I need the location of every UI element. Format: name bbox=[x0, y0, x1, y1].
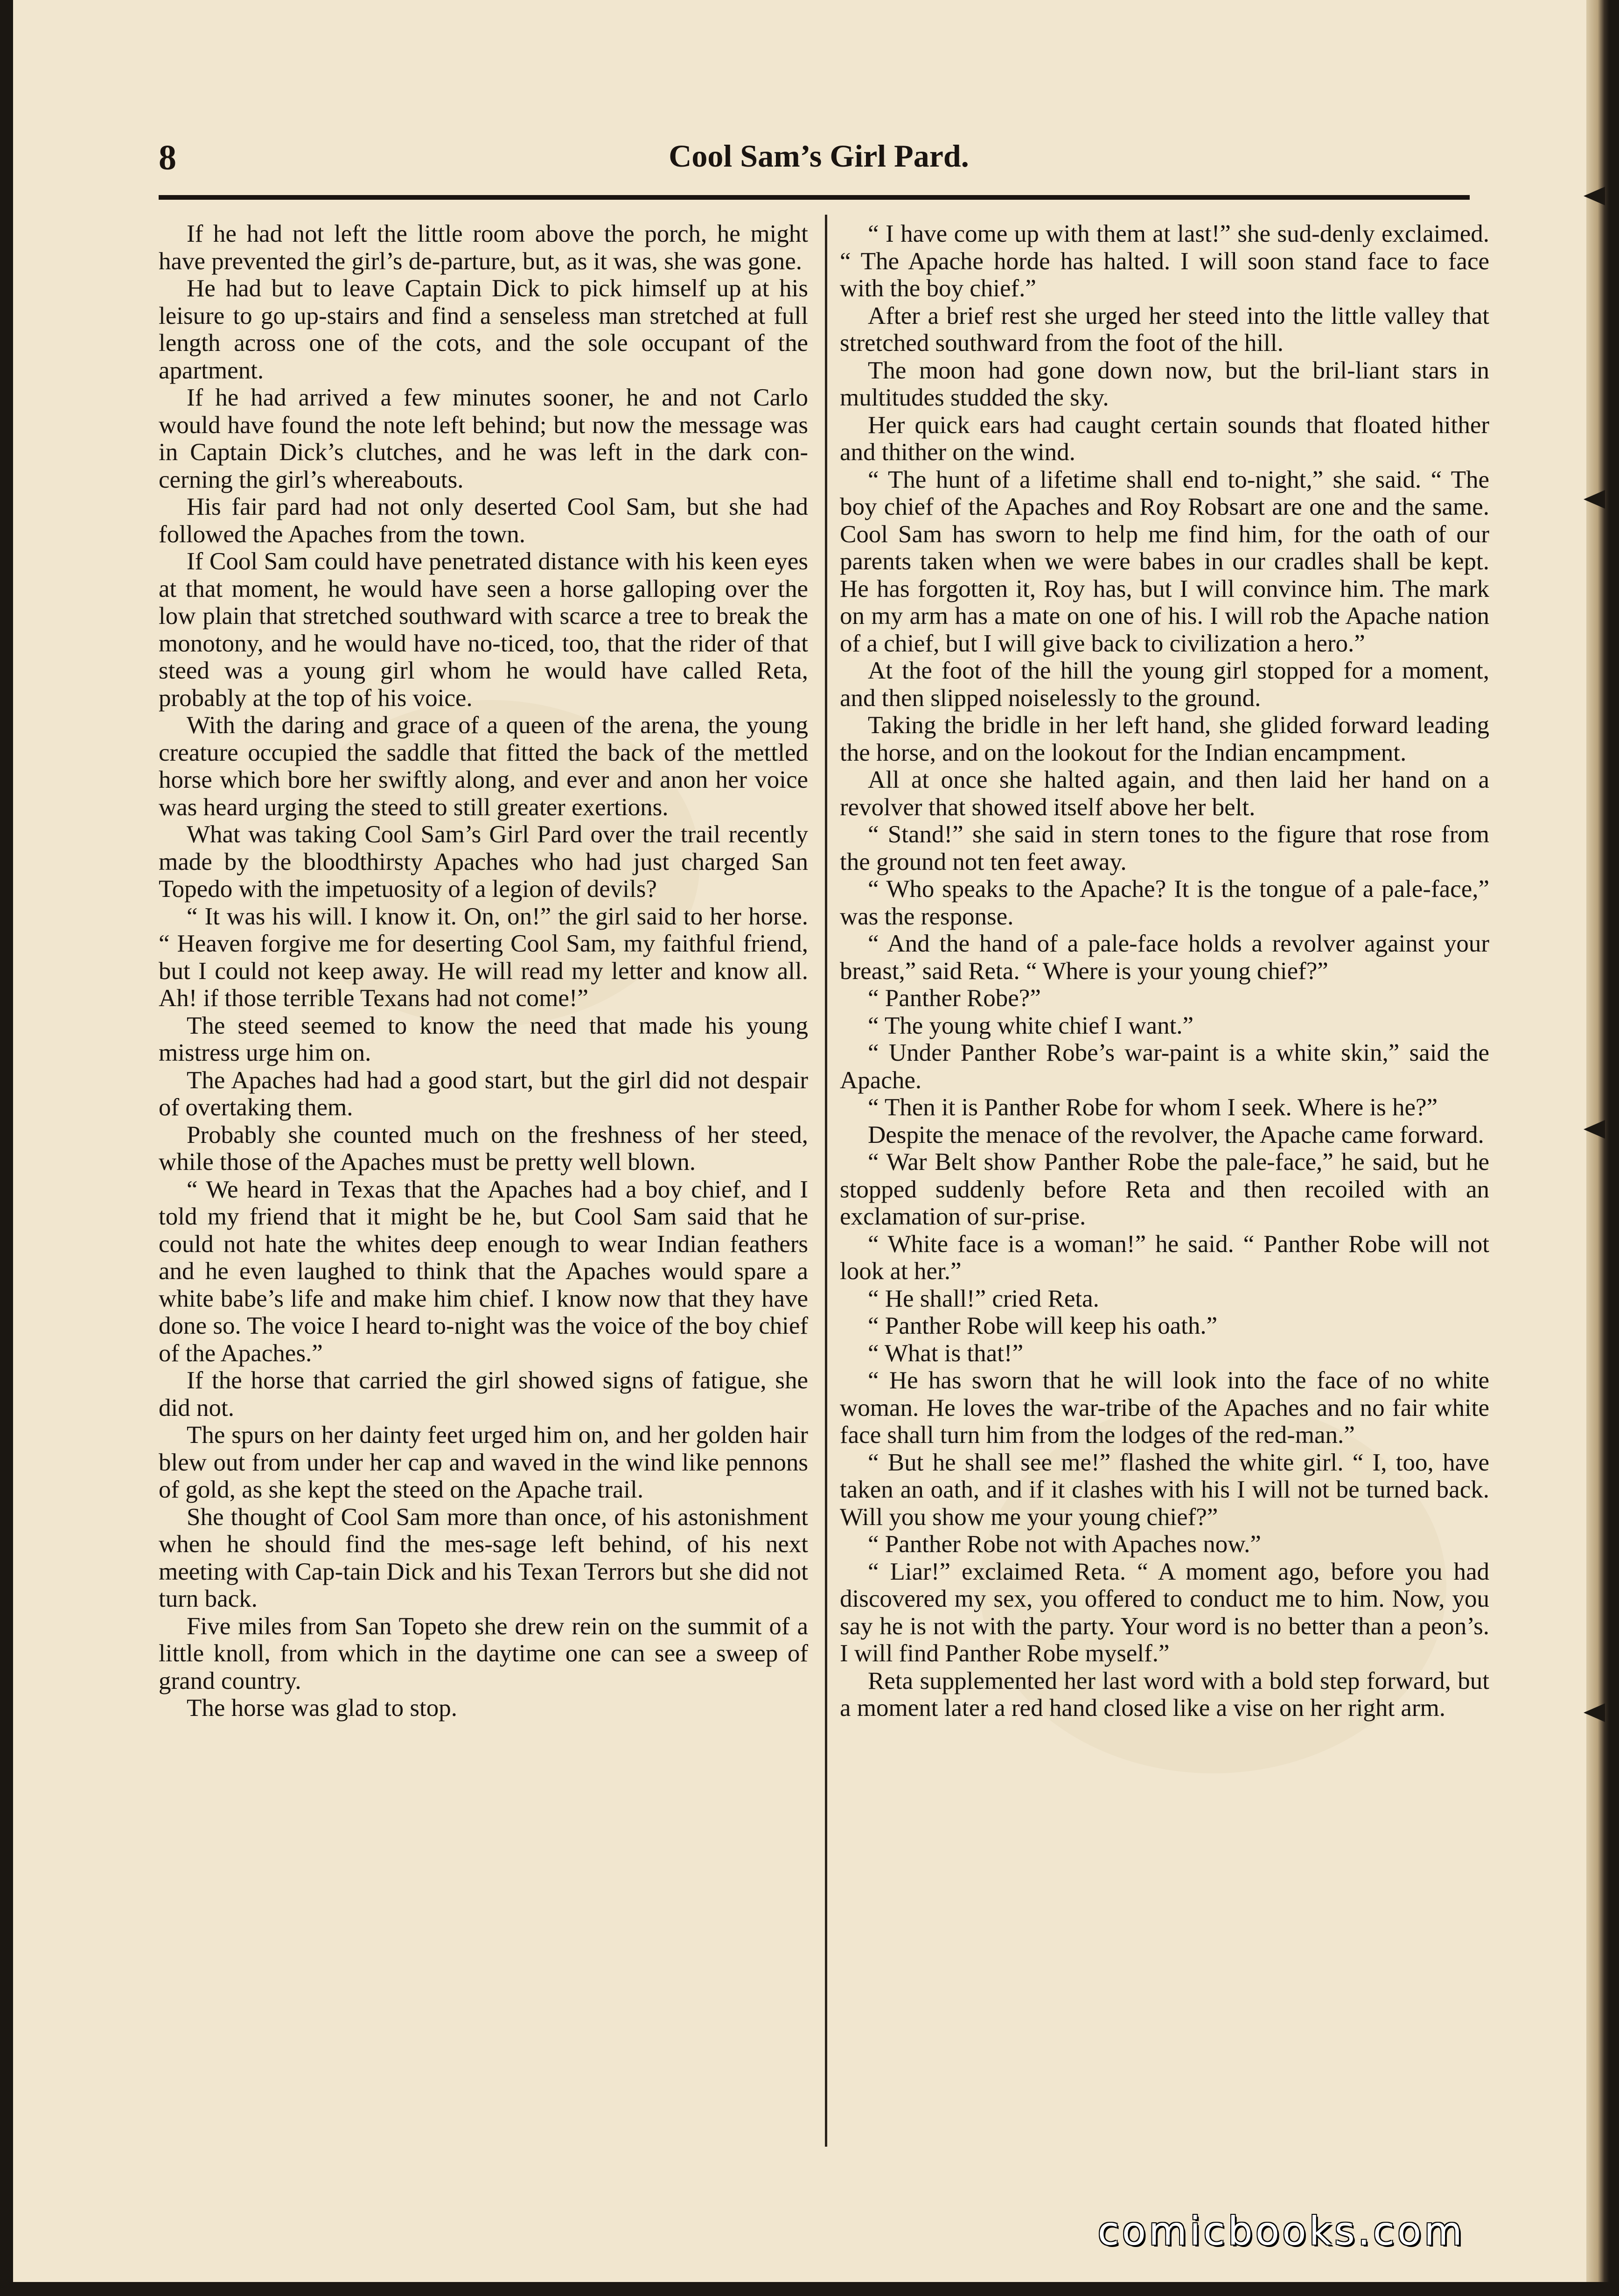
page-number: 8 bbox=[159, 138, 176, 177]
paragraph: “ White face is a woman!” he said. “ Panther Robe will not look at her.” bbox=[840, 1230, 1489, 1285]
paragraph: “ War Belt show Panther Robe the pale-face,” he said, but he stopped suddenly before Reta and then recoiled with an exclamation of sur-prise. bbox=[840, 1148, 1489, 1230]
paragraph: “ Who speaks to the Apache? It is the tongue of a pale-face,” was the response. bbox=[840, 875, 1489, 930]
paragraph: Reta supplemented her last word with a bold step forward, but a moment later a red hand closed like a vise on her right arm. bbox=[840, 1667, 1489, 1722]
paragraph: Probably she counted much on the freshness of her steed, while those of the Apaches must be pretty well blown. bbox=[159, 1121, 808, 1176]
right-text-column bbox=[840, 220, 1489, 1722]
paragraph: “ The young white chief I want.” bbox=[868, 1012, 1194, 1039]
paragraph: Despite the menace of the revolver, the Apache came forward. bbox=[868, 1121, 1484, 1148]
paragraph: “ But he shall see me!” flashed the white girl. “ I, too, have taken an oath, and if it clashes with his I will not be turned back. Will you show me your young chief?” bbox=[840, 1449, 1489, 1531]
page-header bbox=[159, 117, 1479, 177]
paragraph: If he had arrived a few minutes sooner, he and not Carlo would have found the note left behind; but now the message was in Captain Dick’s clutches, and he was left in the dark con-cerning the girl’s whereabouts. bbox=[159, 384, 808, 493]
page-edge-left bbox=[0, 0, 13, 2296]
paragraph: She thought of Cool Sam more than once, of his astonishment when he should find the mes-sage left behind, of his next meeting with Cap-tain Dick and his Texan Terrors but she did not turn back. bbox=[159, 1503, 808, 1612]
paragraph: “ And the hand of a pale-face holds a revolver against your breast,” said Reta. “ Where is your young chief?” bbox=[840, 930, 1489, 985]
paragraph: Taking the bridle in her left hand, she glided forward leading the horse, and on the lookout for the Indian encampment. bbox=[840, 712, 1489, 766]
left-text-column bbox=[159, 220, 808, 1722]
paragraph: “ It was his will. I know it. On, on!” the girl said to her horse. “ Heaven forgive me for deserting Cool Sam, my faithful friend, but I could not keep away. He will read my letter and know all. Ah! if those terrible Texans had not come!” bbox=[159, 903, 808, 1012]
paragraph: “ Panther Robe?” bbox=[868, 985, 1041, 1012]
paragraph: What was taking Cool Sam’s Girl Pard over the trail recently made by the bloodthirsty Apaches who had just charged San Topedo with the impetuosity of a legion of devils? bbox=[159, 821, 808, 903]
paragraph: At the foot of the hill the young girl stopped for a moment, and then slipped noiselessly to the ground. bbox=[840, 657, 1489, 712]
paragraph: “ Liar!” exclaimed Reta. “ A moment ago, before you had discovered my sex, you offered to conduct me to him. Now, you say he is not with the party. Your word is no better than a peon’s. I will find Panther Robe myself.” bbox=[840, 1558, 1489, 1667]
column-divider bbox=[825, 215, 827, 2147]
paragraph: “ What is that!” bbox=[868, 1339, 1024, 1367]
paragraph: The spurs on her dainty feet urged him on, and her golden hair blew out from under her cap and waved in the wind like pennons of gold, as she kept the steed on the Apache trail. bbox=[159, 1421, 808, 1503]
paragraph: “ The hunt of a lifetime shall end to-night,” she said. “ The boy chief of the Apaches and Roy Robsart are one and the same. Cool Sam has sworn to help me find him, for the oath of our parents taken when we were babes in our cradles shall be kept. He has forgotten it, Roy has, but I will convince him. The mark on my arm has a mate on one of his. I will rob the Apache nation of a chief, but I will give back to civilization a hero.” bbox=[840, 466, 1489, 657]
paragraph: His fair pard had not only deserted Cool Sam, but she had followed the Apaches from the town. bbox=[159, 493, 808, 548]
paragraph: “ Under Panther Robe’s war-paint is a white skin,” said the Apache. bbox=[840, 1039, 1489, 1094]
paragraph: “ He shall!” cried Reta. bbox=[868, 1285, 1099, 1312]
paragraph: The Apaches had had a good start, but the girl did not despair of overtaking them. bbox=[159, 1066, 808, 1121]
running-title: Cool Sam’s Girl Pard. bbox=[669, 138, 969, 174]
paragraph: “ Panther Robe not with Apaches now.” bbox=[868, 1531, 1261, 1558]
paragraph: “ Panther Robe will keep his oath.” bbox=[868, 1312, 1218, 1339]
paragraph: If he had not left the little room above the porch, he might have prevented the girl’s de-parture, but, as it was, she was gone. bbox=[159, 220, 808, 275]
paragraph: “ I have come up with them at last!” she sud-denly exclaimed. “ The Apache horde has halted. I will soon stand face to face with the boy chief.” bbox=[840, 220, 1489, 302]
paragraph: With the daring and grace of a queen of the arena, the young creature occupied the saddle that fitted the back of the mettled horse which bore her swiftly along, and ever and anon her voice was heard urging the steed to still greater exertions. bbox=[159, 712, 808, 821]
page-edge-bottom bbox=[0, 2282, 1619, 2296]
paragraph: “ We heard in Texas that the Apaches had a boy chief, and I told my friend that it might be he, but Cool Sam said that he could not hate the whites deep enough to wear Indian feathers and he even laughed to think that the Apaches would spare a white babe’s life and make him chief. I know now that they have done so. The voice I heard to-night was the voice of the boy chief of the Apaches.” bbox=[159, 1176, 808, 1367]
paragraph: He had but to leave Captain Dick to pick himself up at his leisure to go up-stairs and find a senseless man stretched at full length across one of the cots, and the sole occupant of the apartment. bbox=[159, 275, 808, 384]
page-edge-right bbox=[1586, 0, 1619, 2296]
paragraph: The horse was glad to stop. bbox=[187, 1694, 457, 1722]
paragraph: If the horse that carried the girl showed signs of fatigue, she did not. bbox=[159, 1367, 808, 1421]
paragraph: Five miles from San Topeto she drew rein on the summit of a little knoll, from which in the daytime one can see a sweep of grand country. bbox=[159, 1612, 808, 1694]
watermark: comicbooks.com bbox=[1097, 2208, 1465, 2254]
paragraph: The moon had gone down now, but the bril-liant stars in multitudes studded the sky. bbox=[840, 357, 1489, 411]
paragraph: “ Then it is Panther Robe for whom I seek. Where is he?” bbox=[868, 1094, 1438, 1121]
paragraph: After a brief rest she urged her steed into the little valley that stretched southward from the foot of the hill. bbox=[840, 302, 1489, 357]
paragraph: The steed seemed to know the need that made his young mistress urge him on. bbox=[159, 1012, 808, 1066]
paragraph: “ He has sworn that he will look into the face of no white woman. He loves the war-tribe of the Apaches and no fair white face shall turn him from the lodges of the red-man.” bbox=[840, 1367, 1489, 1449]
paragraph: If Cool Sam could have penetrated distance with his keen eyes at that moment, he would have seen a horse galloping over the low plain that stretched southward with scarce a tree to break the monotony, and he would have no-ticed, too, that the rider of that steed was a young girl whom he would have called Reta, probably at the top of his voice. bbox=[159, 548, 808, 712]
paragraph: “ Stand!” she said in stern tones to the figure that rose from the ground not ten feet away. bbox=[840, 821, 1489, 875]
paragraph: All at once she halted again, and then laid her hand on a revolver that showed itself above her belt. bbox=[840, 766, 1489, 821]
header-rule bbox=[159, 195, 1470, 200]
paragraph: Her quick ears had caught certain sounds that floated hither and thither on the wind. bbox=[840, 411, 1489, 466]
